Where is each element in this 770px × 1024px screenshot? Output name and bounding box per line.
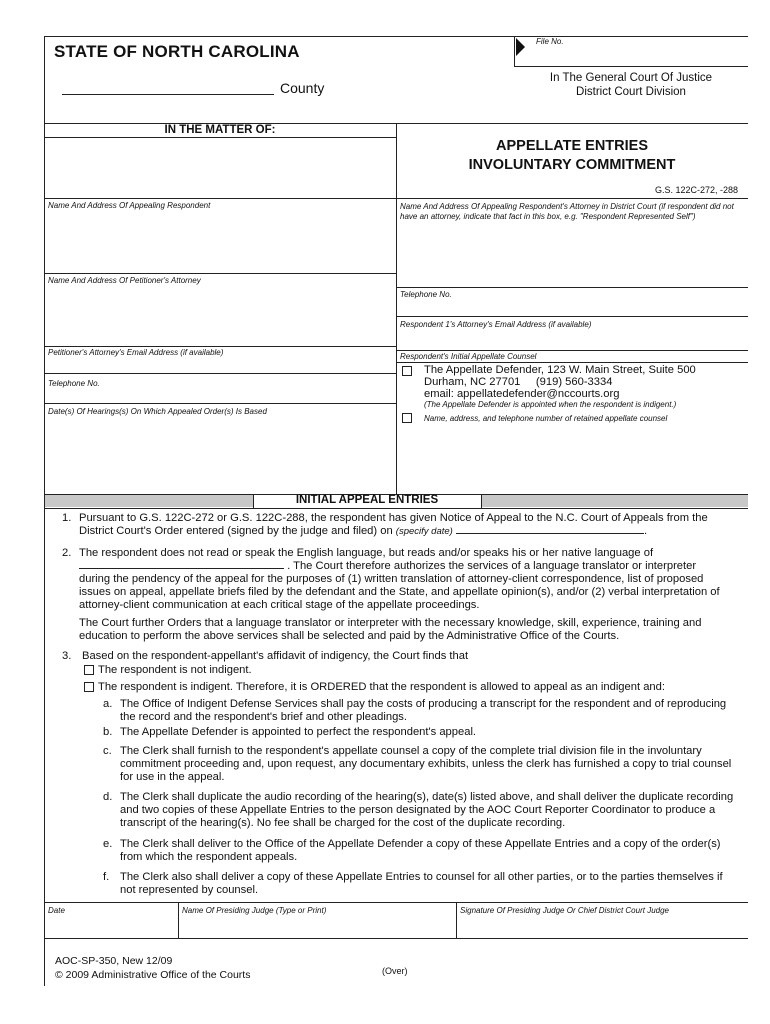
- matter-heading: IN THE MATTER OF:: [164, 124, 276, 136]
- form-number: AOC-SP-350, New 12/09: [55, 955, 173, 967]
- item2-line4: issues on appeal, appellate briefs filed by the defendant and the State, and appellate opinion(s), and/or (2) verbal interpretation of: [79, 586, 720, 598]
- item-d-line3: transcript of the hearing(s). No fee shall be charged for the cost of the duplicate recording.: [120, 817, 566, 829]
- respondent-email-line: [396, 316, 748, 317]
- entries-bar-left: [45, 495, 253, 507]
- item-f-line1: The Clerk also shall deliver a copy of these Appellate Entries to counsel for all other parties, or to the parties themselves if: [120, 871, 723, 883]
- initial-counsel-underline: [396, 362, 748, 363]
- not-indigent-checkbox[interactable]: [84, 665, 94, 675]
- item2-number: 2.: [62, 547, 72, 559]
- state-title: STATE OF NORTH CAROLINA: [54, 42, 300, 61]
- right-telephone-label: Telephone No.: [400, 290, 452, 299]
- hearing-dates-field[interactable]: [45, 418, 395, 492]
- initial-counsel-label: Respondent's Initial Appellate Counsel: [400, 352, 537, 361]
- item3-text: Based on the respondent-appellant's affidavit of indigency, the Court finds that: [82, 650, 469, 662]
- item-b-line1: The Appellate Defender is appointed to perfect the respondent's appeal.: [120, 726, 477, 738]
- item-d-line2: and two copies of these Appellate Entries to the person designated by the AOC Court Reporter Coordinator to produce a: [120, 804, 716, 816]
- form-title-line2: INVOLUNTARY COMMITMENT: [468, 157, 676, 173]
- left-border: [44, 36, 45, 986]
- file-no-bottom: [514, 66, 748, 67]
- item2-line1: The respondent does not read or speak the English language, but reads and/or speaks his or her native language of: [79, 547, 654, 559]
- item-e-line1: The Clerk shall deliver to the Office of the Appellate Defender a copy of these Appellate Entries and a copy of the order(s): [120, 838, 721, 850]
- item1-text2: District Court's Order entered (signed by the judge and filed) on (specify date) .: [79, 525, 648, 537]
- indigent-checkbox[interactable]: [84, 682, 94, 692]
- hearing-dates-label: Date(s) Of Hearings(s) On Which Appealed Order(s) Is Based: [48, 407, 267, 416]
- item2-line2-text: . The Court therefore authorizes the services of a language translator or interpreter: [287, 560, 697, 572]
- retained-counsel-checkbox[interactable]: [402, 413, 412, 423]
- defender-line2: Durham, NC 27701 (919) 560-3334: [424, 376, 613, 388]
- respondent-attorney-field[interactable]: [397, 232, 747, 286]
- item2-line3: during the pendency of the appeal for the purposes of (1) written translation of attorney-client correspondence, list of proposed: [79, 573, 704, 585]
- item2-line2: [79, 560, 696, 573]
- over-label: (Over): [382, 966, 408, 976]
- telephone-label: Telephone No.: [48, 379, 100, 388]
- signature-top-line: [44, 902, 748, 903]
- copyright: © 2009 Administrative Office of the Courts: [55, 969, 251, 981]
- respondent-attorney-label: Name And Address Of Appealing Respondent's Attorney in District Court (if respondent did not have an attorney, indicate that fact in this box, e.g. "Respondent Represented Self"): [400, 202, 734, 221]
- retained-counsel-label: Name, address, and telephone number of retained appellate counsel: [424, 414, 668, 423]
- item-c-label: c.: [103, 745, 112, 757]
- item-c-line3: for use in the appeal.: [120, 771, 225, 783]
- initial-counsel-line: [396, 350, 748, 351]
- item-c-line2: commitment proceeding and, upon request, any documentary exhibits, unless the clerk has furnished a copy to trial counsel: [120, 758, 732, 770]
- item-e-line2: from which the respondent appeals.: [120, 851, 298, 863]
- petitioner-attorney-line: [44, 273, 396, 274]
- item1-text2-main: District Court's Order entered (signed by the judge and filed) on: [79, 525, 393, 537]
- item2-p2-line2: education to perform the above services shall be selected and paid by the Administrative Office of the Courts.: [79, 630, 620, 642]
- judge-name-field[interactable]: [179, 916, 455, 937]
- signature-bottom-line: [44, 938, 748, 939]
- entries-bar-div2: [481, 494, 482, 508]
- item3-number: 3.: [62, 650, 72, 662]
- statute-ref: G.S. 122C-272, -288: [654, 185, 738, 195]
- judge-signature-label: Signature Of Presiding Judge Or Chief District Court Judge: [460, 906, 669, 915]
- top-border: [44, 36, 514, 37]
- item-e-label: e.: [103, 838, 113, 850]
- petitioner-attorney-label: Name And Address Of Petitioner's Attorney: [48, 276, 201, 285]
- item-c-line1: The Clerk shall furnish to the respondent's appellate counsel a copy of the complete trial division file in the involuntary: [120, 745, 702, 757]
- file-no-label: File No.: [536, 37, 564, 46]
- file-no-divider: [514, 36, 515, 66]
- petitioner-email-line: [44, 346, 396, 347]
- item1-date-field[interactable]: [456, 533, 644, 534]
- item-f-label: f.: [103, 871, 110, 883]
- native-language-field[interactable]: [79, 568, 284, 569]
- item-b-label: b.: [103, 726, 113, 738]
- judge-signature-field[interactable]: [457, 916, 747, 937]
- entries-heading: INITIAL APPEAL ENTRIES: [295, 494, 439, 506]
- appellate-defender-checkbox[interactable]: [402, 366, 412, 376]
- file-no-arrow-icon: [516, 38, 525, 56]
- appealing-respondent-label: Name And Address Of Appealing Respondent: [48, 201, 211, 210]
- respondent-email-label: Respondent 1's Attorney's Email Address (if available): [400, 320, 592, 329]
- judge-name-label: Name Of Presiding Judge (Type or Print): [182, 906, 327, 915]
- court-line1: In The General Court Of Justice: [549, 72, 713, 84]
- entries-bar-right: [481, 495, 748, 507]
- title-bottom-line: [396, 198, 748, 199]
- petitioner-attorney-field[interactable]: [45, 287, 395, 345]
- indigent-label: The respondent is indigent. Therefore, it is ORDERED that the respondent is allowed to appeal as an indigent and:: [98, 681, 665, 693]
- item2-line5: attorney-client communication at each critical stage of the appellate proceedings.: [79, 599, 480, 611]
- item-a-line2: the record and the respondent's brief and other pleadings.: [120, 711, 407, 723]
- item-d-label: d.: [103, 791, 113, 803]
- petitioner-email-label: Petitioner's Attorney's Email Address (if available): [48, 348, 224, 357]
- respondent-top-line: [44, 198, 396, 199]
- middle-divider: [396, 123, 397, 495]
- item1-number: 1.: [62, 512, 72, 524]
- item1-specify: (specify date): [395, 526, 453, 537]
- defender-note: (The Appellate Defender is appointed when the respondent is indigent.): [424, 400, 677, 409]
- form-title-line1: APPELLATE ENTRIES: [496, 138, 648, 154]
- not-indigent-label: The respondent is not indigent.: [98, 664, 252, 676]
- date-label: Date: [48, 906, 65, 915]
- item-f-line2: not represented by counsel.: [120, 884, 259, 896]
- date-field[interactable]: [45, 916, 177, 937]
- defender-line1: The Appellate Defender, 123 W. Main Street, Suite 500: [424, 364, 696, 376]
- item-d-line1: The Clerk shall duplicate the audio recording of the hearing(s), date(s) listed above, and shall deliver the duplicate recording: [120, 791, 734, 803]
- defender-line3: email: appellatedefender@nccourts.org: [424, 388, 620, 400]
- county-field-line: [62, 94, 274, 95]
- appealing-respondent-field[interactable]: [45, 212, 395, 272]
- item-a-label: a.: [103, 698, 113, 710]
- telephone-line: [44, 373, 396, 374]
- entries-bottom-line: [44, 508, 748, 509]
- matter-heading-underline: [44, 137, 396, 138]
- item1-text: Pursuant to G.S. 122C-272 or G.S. 122C-288, the respondent has given Notice of Appeal to the N.C. Court of Appeals from the: [79, 512, 708, 524]
- item-a-line1: The Office of Indigent Defense Services shall pay the costs of producing a transcript for the respondent and of reproducing: [120, 698, 727, 710]
- right-telephone-line: [396, 287, 748, 288]
- item2-p2-line1: The Court further Orders that a language translator or interpreter with the necessary knowledge, skill, experience, training and: [79, 617, 702, 629]
- court-line2: District Court Division: [576, 86, 686, 98]
- hearing-dates-line: [44, 403, 396, 404]
- county-label: County: [280, 80, 325, 96]
